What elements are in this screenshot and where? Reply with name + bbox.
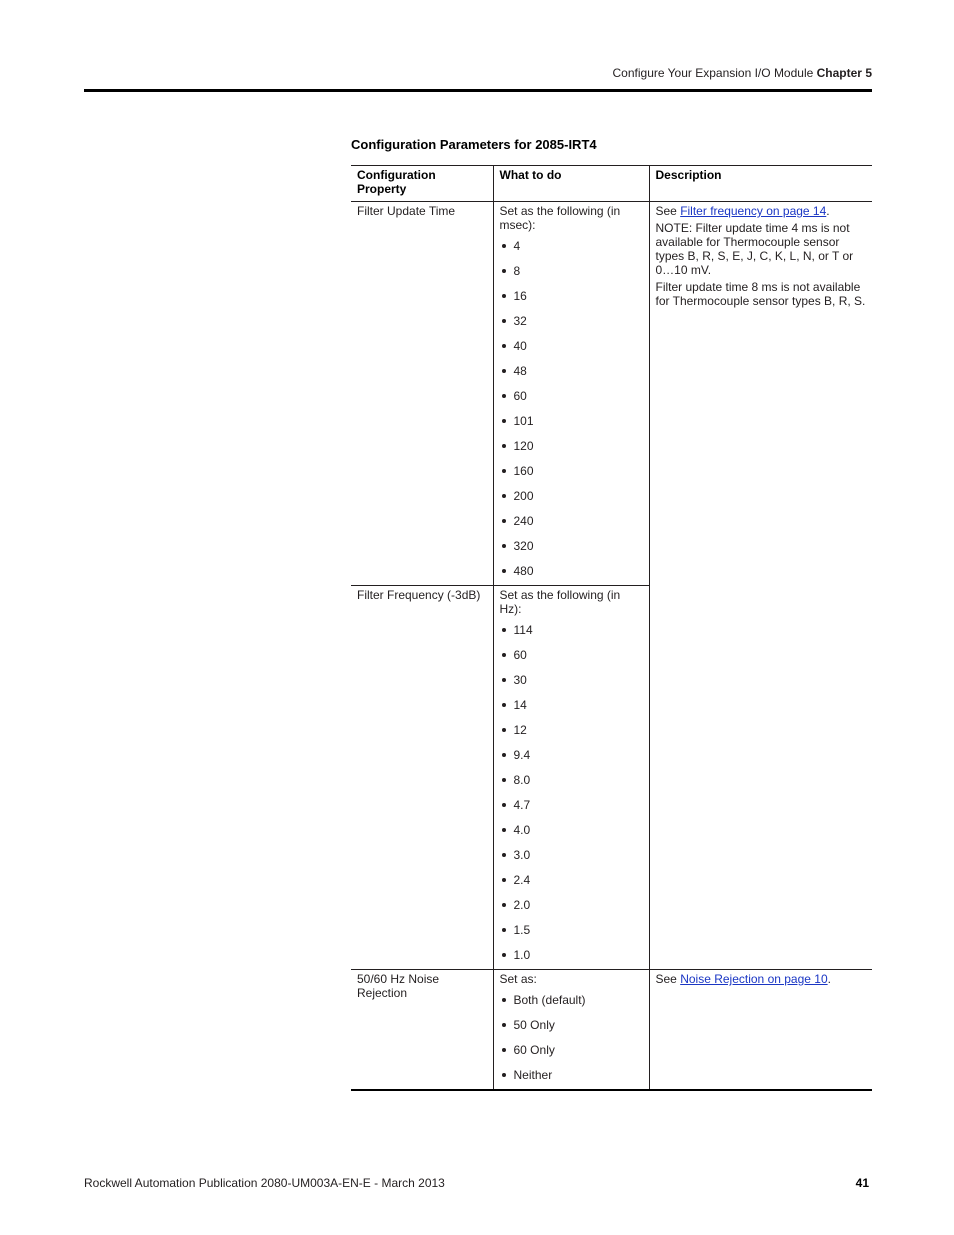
column-header-property: Configuration Property	[351, 166, 493, 202]
footer-page-number: 41	[855, 1176, 869, 1190]
option-item: 40	[500, 339, 643, 357]
option-item: 48	[500, 364, 643, 382]
option-item: 8.0	[500, 773, 643, 791]
option-item: 32	[500, 314, 643, 332]
option-item: 1.0	[500, 948, 643, 966]
description-see-also	[656, 972, 867, 986]
option-item: 320	[500, 539, 643, 557]
filter-frequency-link[interactable]: Filter frequency on page 14	[680, 204, 827, 218]
option-item: 2.4	[500, 873, 643, 891]
option-item: 9.4	[500, 748, 643, 766]
option-item: 60 Only	[500, 1043, 643, 1061]
column-header-description: Description	[649, 166, 872, 202]
description-note-4ms: NOTE: Filter update time 4 ms is not available for Thermocouple sensor types B, R, S, E, J, C, K, L, N, or T or 0…10 mV.	[655, 221, 854, 277]
option-item: 8	[500, 264, 643, 282]
what-to-do-intro: Set as the following (in msec):	[499, 204, 621, 232]
option-item: Neither	[500, 1068, 643, 1086]
table-row	[351, 970, 872, 1091]
header-section-title: Configure Your Expansion I/O Module	[612, 66, 814, 80]
see-suffix: .	[827, 972, 831, 986]
header-chapter-label: Chapter 5	[816, 66, 872, 80]
table-row	[351, 202, 872, 586]
property-cell: 50/60 Hz Noise Rejection	[351, 970, 493, 1091]
what-to-do-cell	[493, 970, 649, 1091]
option-item: Both (default)	[500, 993, 643, 1011]
see-prefix: See	[655, 972, 681, 986]
option-item: 3.0	[500, 848, 643, 866]
option-list	[500, 239, 643, 582]
what-to-do-intro: Set as the following (in Hz):	[499, 588, 621, 616]
option-item: 60	[500, 648, 643, 666]
see-suffix: .	[826, 204, 830, 218]
option-list	[500, 623, 643, 966]
option-item: 480	[500, 564, 643, 582]
what-to-do-cell	[493, 586, 649, 970]
option-item: 114	[500, 623, 643, 641]
option-item: 2.0	[500, 898, 643, 916]
description-cell	[649, 202, 872, 970]
noise-rejection-link[interactable]: Noise Rejection on page 10	[680, 972, 828, 986]
option-item: 60	[500, 389, 643, 407]
option-item: 12	[500, 723, 643, 741]
option-item: 200	[500, 489, 643, 507]
option-item: 160	[500, 464, 643, 482]
option-item: 1.5	[500, 923, 643, 941]
header-divider	[84, 89, 872, 92]
running-header	[613, 66, 873, 80]
option-item: 4.7	[500, 798, 643, 816]
property-cell: Filter Update Time	[351, 202, 493, 586]
description-note-8ms: Filter update time 8 ms is not available for Thermocouple sensor types B, R, S.	[655, 280, 866, 308]
option-item: 101	[500, 414, 643, 432]
option-item: 50 Only	[500, 1018, 643, 1036]
option-list	[500, 993, 643, 1086]
option-item: 240	[500, 514, 643, 532]
table-title: Configuration Parameters for 2085-IRT4	[351, 137, 597, 152]
option-item: 30	[500, 673, 643, 691]
what-to-do-cell	[493, 202, 649, 586]
description-cell	[649, 970, 872, 1091]
option-item: 4	[500, 239, 643, 257]
option-item: 16	[500, 289, 643, 307]
property-cell: Filter Frequency (-3dB)	[351, 586, 493, 970]
what-to-do-intro: Set as:	[499, 972, 537, 986]
configuration-parameters-table	[351, 165, 872, 1091]
option-item: 14	[500, 698, 643, 716]
see-prefix: See	[655, 204, 681, 218]
option-item: 120	[500, 439, 643, 457]
column-header-what-to-do: What to do	[493, 166, 649, 202]
option-item: 4.0	[500, 823, 643, 841]
table-header-row	[351, 166, 872, 202]
footer-publication: Rockwell Automation Publication 2080-UM003A-EN-E - March 2013	[84, 1176, 445, 1190]
description-see-also	[656, 204, 867, 218]
